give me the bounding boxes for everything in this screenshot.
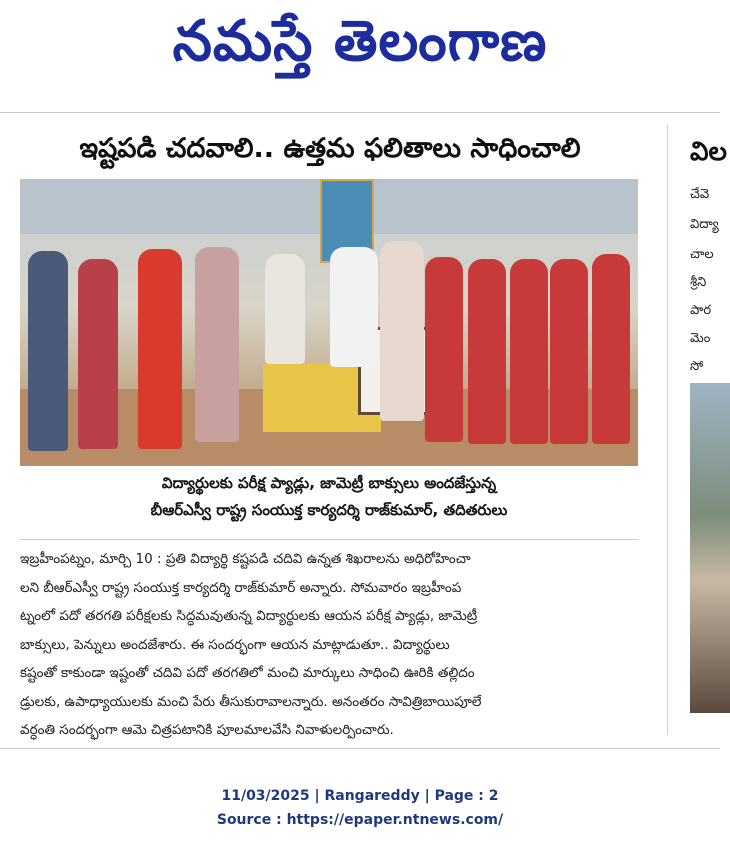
footer-source: Source : https://epaper.ntnews.com/	[216, 812, 504, 828]
person	[138, 249, 182, 449]
column-divider	[667, 125, 668, 735]
person	[265, 254, 305, 364]
body-line: వర్ధంతి సందర్భంగా ఆమె చిత్రపటానికి పూలమాలవేసి నివాళులర్పించారు.	[20, 722, 394, 738]
footer-date-edition: 11/03/2025 | Rangareddy | Page : 2	[221, 788, 499, 804]
newspaper-title: నమస్తే తెలంగాణ	[172, 8, 548, 74]
body-line: కష్టంతో కాకుండా ఇష్టంతో చదివి పదో తరగతిలో మంచి మార్కులు సాధించి ఊరికి తల్లిదం	[20, 665, 475, 681]
person	[468, 259, 506, 444]
body-line: డ్రులకు, ఉపాధ్యాయులకు మంచి పేరు తీసుకురావాలన్నారు. అనంతరం సావిత్రిబాయిపూలే	[20, 693, 482, 710]
person	[592, 254, 630, 444]
masthead	[0, 0, 720, 92]
caption-line: బీఆర్ఎస్వీ రాష్ట్ర సంయుక్త కార్యదర్శి రాజ్‌కుమార్, తదితరులు	[150, 501, 508, 519]
side-line: చేవె	[690, 187, 710, 202]
side-line: చాల	[690, 247, 714, 262]
divider	[0, 112, 720, 113]
body-line: ట్నంలో పదో తరగతి పరీక్షలకు సిద్ధమవుతున్న విద్యార్థులకు ఆయన పరీక్ష ప్యాడ్లు, జామెట్రీ	[20, 608, 478, 624]
side-column	[680, 125, 727, 735]
side-photo	[690, 383, 730, 713]
person	[195, 247, 239, 442]
side-line: మెం	[690, 331, 711, 346]
side-line: సో	[690, 359, 704, 374]
person	[425, 257, 463, 442]
person	[380, 241, 424, 421]
footer	[0, 784, 720, 832]
article-body	[20, 545, 640, 740]
side-headline: విల	[690, 137, 727, 167]
person	[550, 259, 588, 444]
body-line: లని బీఆర్ఎస్వీ రాష్ట్ర సంయుక్త కార్యదర్శి రాజ్‌కుమార్ అన్నారు. సోమవారం ఇబ్రహీంప	[20, 579, 462, 596]
body-line: బాక్సులు, పెన్నులు అందజేశారు. ఈ సందర్భంగా ఆయన మాట్లాడుతూ.. విద్యార్థులు	[20, 636, 450, 653]
caption-line: విద్యార్థులకు పరీక్ష ప్యాడ్లు, జామెట్రీ బాక్సులు అందజేస్తున్న	[161, 474, 497, 492]
person	[78, 259, 118, 449]
article-photo	[20, 179, 638, 466]
person	[330, 247, 378, 367]
photo-caption	[20, 470, 638, 530]
divider	[0, 748, 720, 749]
side-line: విద్యా	[690, 217, 719, 232]
side-line: శ్రీని	[690, 275, 707, 290]
divider	[20, 539, 638, 540]
body-line: ఇబ్రహీంపట్నం, మార్చి 10 : ప్రతి విద్యార్థి కష్టపడి చదివి ఉన్నత శిఖరాలను అధిరోహించా	[20, 551, 471, 567]
article-headline: ఇష్టపడి చదవాలి.. ఉత్తమ ఫలితాలు సాధించాలి	[79, 133, 581, 164]
person	[510, 259, 548, 444]
person	[28, 251, 68, 451]
side-line: పార	[690, 303, 712, 318]
